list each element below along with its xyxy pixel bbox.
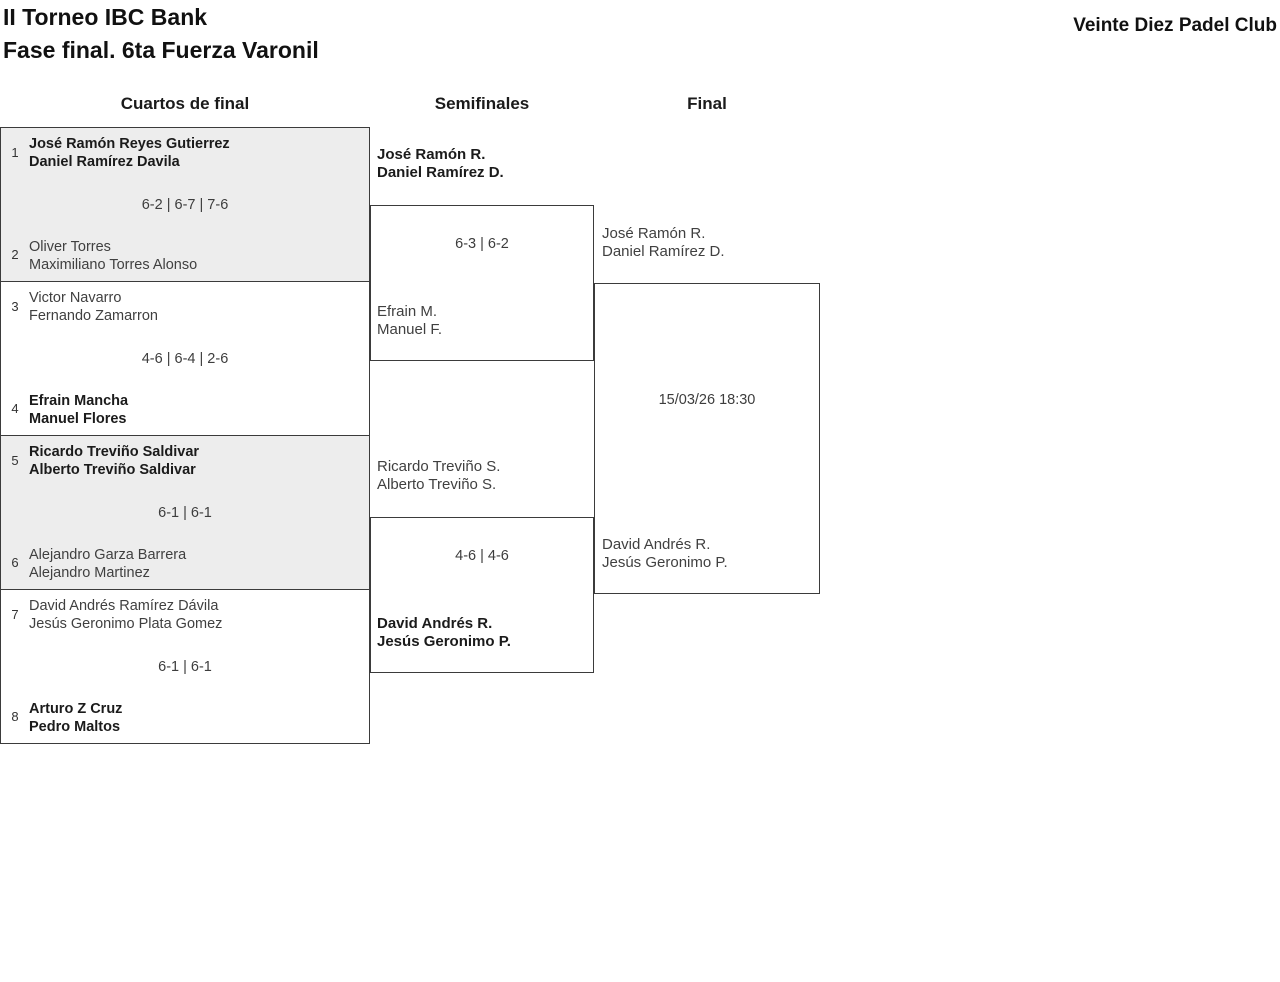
qf-match-4 (0, 589, 370, 744)
team-name-line: Alejandro Garza Barrera (29, 547, 187, 563)
team-name-line: David Andrés Ramírez Dávila (29, 598, 219, 614)
team-names (29, 392, 128, 428)
team-name-line: Efrain Mancha (29, 393, 129, 409)
sf1-team-bottom (377, 303, 442, 339)
match-score: 6-3 | 6-2 (455, 236, 509, 252)
tournament-title-line2: Fase final. 6ta Fuerza Varonil (3, 37, 319, 63)
team-name-line: Jesús Geronimo P. (602, 554, 728, 571)
team-name-line: Alejandro Martinez (29, 565, 150, 581)
round-header-final: Final (687, 94, 727, 113)
team-names (29, 443, 199, 479)
match-score: 4-6 | 4-6 (455, 548, 509, 564)
team-names (29, 238, 197, 274)
team-names (29, 135, 230, 171)
team-name-line: Daniel Ramírez D. (602, 243, 725, 260)
team-name-line: Ricardo Treviño S. (377, 458, 501, 475)
team-name-line: Alberto Treviño S. (377, 476, 497, 493)
team-name-line: Ricardo Treviño Saldivar (29, 444, 200, 460)
team-name-line: David Andrés R. (377, 615, 493, 632)
seed-number: 8 (11, 709, 19, 724)
qf-match-3 (0, 435, 370, 590)
club-name: Veinte Diez Padel Club (1073, 15, 1277, 36)
team-name-line: Jesús Geronimo Plata Gomez (29, 616, 223, 632)
team-name-line: Pedro Maltos (29, 719, 121, 735)
sf-match-1 (370, 205, 594, 361)
round-header-quarterfinals: Cuartos de final (120, 94, 250, 113)
final-schedule: 15/03/26 18:30 (658, 392, 756, 408)
team-name-line: Manuel Flores (29, 411, 127, 427)
team-name-line: Jesús Geronimo P. (377, 633, 511, 650)
team-names (29, 546, 186, 582)
team-name-line: José Ramón R. (377, 146, 486, 163)
team-name-line: Victor Navarro (29, 290, 122, 306)
team-name-line: Maximiliano Torres Alonso (29, 257, 198, 273)
team-name-line: Manuel F. (377, 321, 443, 338)
team-name-line: David Andrés R. (602, 536, 711, 553)
sf2-team-bottom (377, 615, 511, 651)
team-names (29, 597, 222, 633)
seed-number: 6 (11, 555, 19, 570)
team-names (29, 289, 158, 325)
seed-number: 3 (11, 299, 19, 314)
seed-number: 2 (11, 247, 19, 262)
round-header-semifinals: Semifinales (434, 94, 530, 113)
team-name-line: Daniel Ramírez D. (377, 164, 504, 181)
seed-number: 4 (11, 401, 19, 416)
team-name-line: Alberto Treviño Saldivar (29, 462, 196, 478)
match-score: 6-2 | 6-7 | 7-6 (141, 197, 229, 213)
qf-match-2 (0, 281, 370, 436)
sf-match-2 (370, 517, 594, 673)
match-score: 4-6 | 6-4 | 2-6 (141, 351, 229, 367)
team-name-line: José Ramón Reyes Gutierrez (29, 136, 230, 152)
seed-number: 5 (11, 453, 19, 468)
seed-number: 7 (11, 607, 19, 622)
tournament-title (3, 1, 319, 67)
team-name-line: Efrain M. (377, 303, 438, 320)
final-team-bottom (602, 536, 728, 572)
seed-number: 1 (11, 145, 19, 160)
qf-match-1 (0, 127, 370, 282)
sf2-team-top (377, 458, 500, 494)
sf1-team-top (377, 146, 504, 182)
quarterfinals-column (0, 127, 370, 744)
team-name-line: José Ramón R. (602, 225, 706, 242)
tournament-title-line1: II Torneo IBC Bank (3, 4, 208, 30)
team-name-line: Oliver Torres (29, 239, 111, 255)
final-team-top (602, 225, 725, 261)
team-name-line: Daniel Ramírez Davila (29, 154, 180, 170)
team-names (29, 700, 122, 736)
match-score: 6-1 | 6-1 (158, 505, 212, 521)
team-name-line: Arturo Z Cruz (29, 701, 123, 717)
match-score: 6-1 | 6-1 (158, 659, 212, 675)
team-name-line: Fernando Zamarron (29, 308, 158, 324)
